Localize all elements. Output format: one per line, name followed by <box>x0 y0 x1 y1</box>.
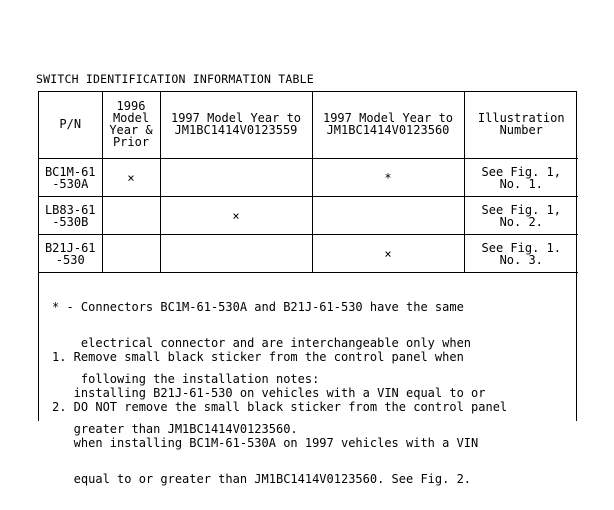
table-title: SWITCH IDENTIFICATION INFORMATION TABLE <box>36 72 314 86</box>
header-1997-to-559 <box>160 92 312 159</box>
part-number-line: LB83-61 <box>44 202 96 217</box>
header-illustration-line: Number <box>499 123 543 137</box>
illustration-cell <box>464 159 578 197</box>
illustration-cell <box>464 235 578 273</box>
cell-1996 <box>102 235 160 273</box>
header-1996-line: 1996 <box>116 99 146 113</box>
part-number-line: -530B <box>52 214 89 229</box>
header-1997b-line: 1997 Model Year to <box>322 111 454 125</box>
header-1997-to-560 <box>312 92 464 159</box>
cell-1997b <box>312 197 464 235</box>
mark: × <box>127 170 135 185</box>
switch-table-frame <box>38 91 577 486</box>
cell-1997b <box>312 159 464 197</box>
illustration-line: See Fig. 1, <box>481 202 561 217</box>
mark: × <box>232 208 240 223</box>
note-line: installing B21J-61-530 on vehicles with a VIN equal to or <box>52 386 486 400</box>
part-number-line: -530 <box>55 252 85 267</box>
illustration-line: No. 2. <box>499 214 543 229</box>
part-number-line: -530A <box>52 176 89 191</box>
header-pn <box>39 92 102 159</box>
switch-identification-table <box>39 92 578 273</box>
header-1997b-line: JM1BC1414V0123560 <box>326 123 450 137</box>
cell-1996 <box>102 197 160 235</box>
illustration-line: See Fig. 1, <box>481 164 561 179</box>
header-1996-line: Prior <box>112 135 150 149</box>
header-1996 <box>102 92 160 159</box>
part-number-cell <box>39 159 102 197</box>
cell-1997a <box>160 159 312 197</box>
note-line: electrical connector and are interchangeable only when <box>52 336 472 350</box>
illustration-line: No. 1. <box>499 176 543 191</box>
installation-note-2 <box>52 377 507 509</box>
part-number-cell <box>39 197 102 235</box>
header-illustration <box>464 92 578 159</box>
mark: * <box>384 170 392 185</box>
illustration-line: See Fig. 1. <box>481 240 561 255</box>
cell-1997a <box>160 197 312 235</box>
table-row <box>39 197 578 235</box>
note-line: 1. Remove small black sticker from the control panel when <box>52 350 464 364</box>
note-line: following the installation notes: <box>52 372 320 386</box>
part-number-line: B21J-61 <box>44 240 96 255</box>
table-row <box>39 159 578 197</box>
illustration-line: No. 3. <box>499 252 543 267</box>
note-line: equal to or greater than JM1BC1414V0123560. See Fig. 2. <box>52 472 472 486</box>
header-pn-label: P/N <box>59 117 82 131</box>
part-number-cell <box>39 235 102 273</box>
header-1996-line: Year & <box>109 123 153 137</box>
illustration-cell <box>464 197 578 235</box>
cell-1997b <box>312 235 464 273</box>
header-row <box>39 92 578 159</box>
part-number-line: BC1M-61 <box>44 164 96 179</box>
cell-1997a <box>160 235 312 273</box>
table-row <box>39 235 578 273</box>
header-1997a-line: 1997 Model Year to <box>170 111 302 125</box>
mark: × <box>384 246 392 261</box>
note-line: * - Connectors BC1M-61-530A and B21J-61-530 have the same <box>52 300 464 314</box>
note-line: when installing BC1M-61-530A on 1997 vehicles with a VIN <box>52 436 479 450</box>
cell-1996 <box>102 159 160 197</box>
header-illustration-line: Illustration <box>477 111 565 125</box>
header-1997a-line: JM1BC1414V0123559 <box>174 123 298 137</box>
header-1996-line: Model <box>112 111 150 125</box>
note-line: greater than JM1BC1414V0123560. <box>52 422 298 436</box>
note-line: 2. DO NOT remove the small black sticker from the control panel <box>52 400 508 414</box>
